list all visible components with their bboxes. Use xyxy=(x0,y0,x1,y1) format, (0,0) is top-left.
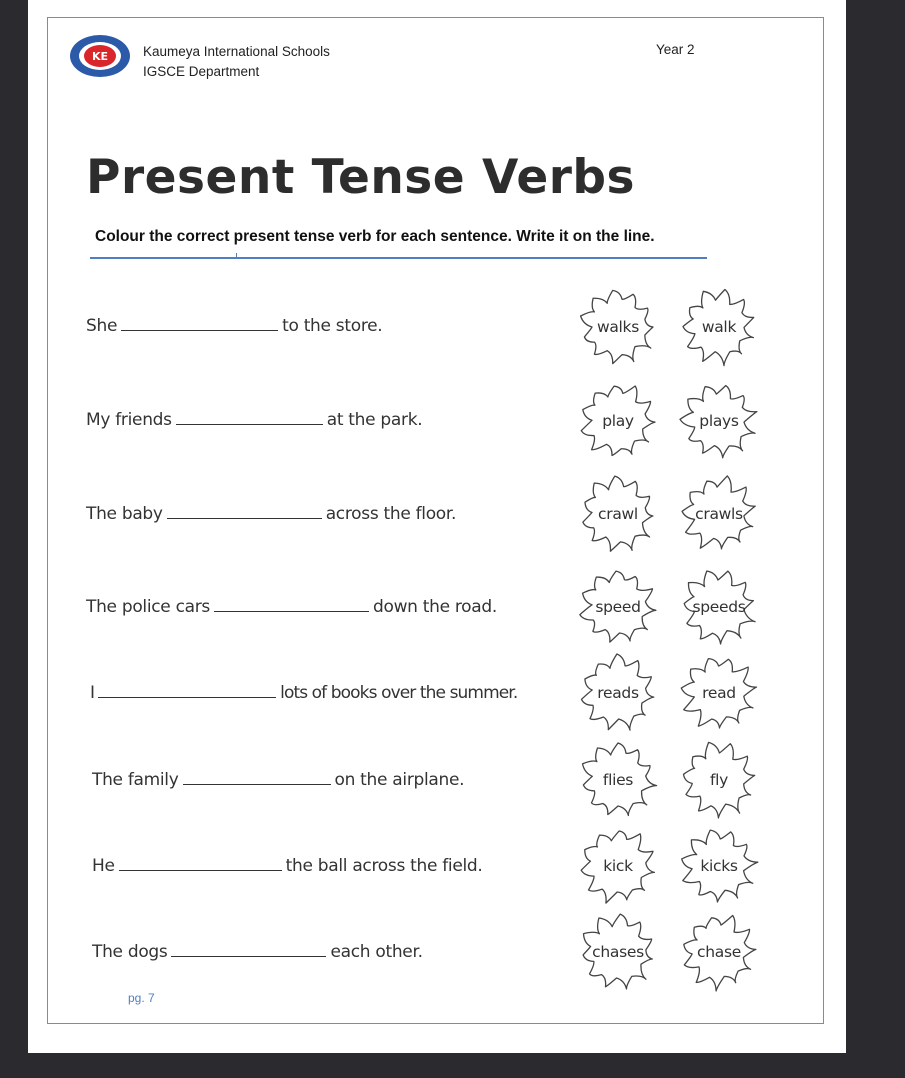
verb-option-splat[interactable]: plays xyxy=(679,381,759,461)
answer-blank[interactable] xyxy=(171,942,326,957)
verb-option-splat[interactable]: play xyxy=(578,381,658,461)
verb-option-splat[interactable]: chases xyxy=(578,912,658,992)
sentence-5: I lots of books over the summer. xyxy=(90,683,518,703)
verb-option-splat[interactable]: fly xyxy=(679,740,759,820)
answer-blank[interactable] xyxy=(119,856,282,871)
sentence-4: The police cars down the road. xyxy=(86,597,497,617)
verb-option-splat[interactable]: walk xyxy=(679,287,759,367)
department-name: IGSCE Department xyxy=(143,64,260,79)
sentence-1: She to the store. xyxy=(86,316,383,336)
sentence-3: The baby across the floor. xyxy=(86,504,457,524)
sentence-7: He the ball across the field. xyxy=(92,856,483,876)
verb-option-splat[interactable]: chase xyxy=(679,912,759,992)
year-label: Year 2 xyxy=(656,42,695,57)
answer-blank[interactable] xyxy=(214,597,369,612)
verb-option-splat[interactable]: kick xyxy=(578,826,658,906)
school-logo xyxy=(69,34,131,78)
answer-blank[interactable] xyxy=(121,316,278,331)
sentence-6: The family on the airplane. xyxy=(92,770,465,790)
verb-option-splat[interactable]: speed xyxy=(578,567,658,647)
answer-blank[interactable] xyxy=(176,410,323,425)
svg-text:KE: KE xyxy=(91,50,109,63)
answer-blank[interactable] xyxy=(183,770,331,785)
verb-option-splat[interactable]: crawl xyxy=(578,474,658,554)
verb-option-splat[interactable]: speeds xyxy=(679,567,759,647)
sentence-2: My friends at the park. xyxy=(86,410,423,430)
answer-blank[interactable] xyxy=(167,504,322,519)
instruction-underline xyxy=(90,257,707,259)
school-header xyxy=(143,42,330,82)
verb-option-splat[interactable]: kicks xyxy=(679,826,759,906)
verb-option-splat[interactable]: crawls xyxy=(679,474,759,554)
page-number: pg. 7 xyxy=(128,991,155,1005)
school-name: Kaumeya International Schools xyxy=(143,44,330,59)
answer-blank[interactable] xyxy=(98,683,276,698)
verb-option-splat[interactable]: reads xyxy=(578,653,658,733)
instruction-text: Colour the correct present tense verb for each sentence. Write it on the line. xyxy=(95,228,655,245)
verb-option-splat[interactable]: walks xyxy=(578,287,658,367)
underline-tick xyxy=(236,253,237,257)
sentence-8: The dogs each other. xyxy=(92,942,423,962)
verb-option-splat[interactable]: read xyxy=(679,653,759,733)
page-title: Present Tense Verbs xyxy=(86,150,635,205)
verb-option-splat[interactable]: flies xyxy=(578,740,658,820)
